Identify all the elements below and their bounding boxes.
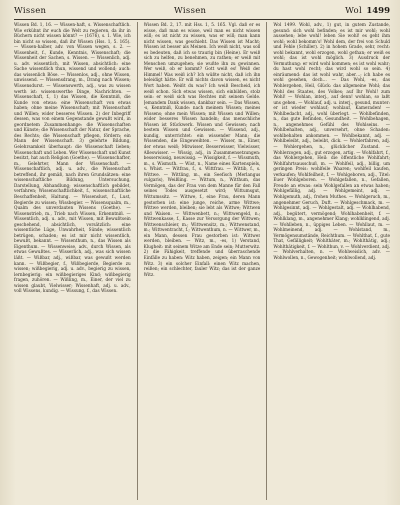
running-header <box>14 6 390 20</box>
column-middle <box>144 22 261 500</box>
column-middle-text: Wissen Bd. 2, 17. mit Hss. 1, 5. 165. Vgl. daß er es wisse, daß man es wisse, weil man es nicht wissen will; es ist nicht zu wissen, was er will; man kann nicht wissen, was geschieht. Das Wissen ist Macht; Wissen ist besser als Meinen. Ich weiß nicht, was soll es bedeuten, daß ich so traurig bin (Heine). Er weiß sich zu helfen, zu benehmen, zu rathen; er weiß mit Menschen umzugehen; sie wußte ihn zu gewinnen. Wer weiß, ob er kommt? Gott weiß es! Weiß der Himmel! Was weiß ich? Ich wüßte nicht, daß ich ihn beleidigt hätte. Er will nichts davon wissen, es nicht Wort haben. Weißt du was? Ich weiß Bescheid, ich weiß schon. Sich etwas wissen, sich einbilden, stolz sein: er weiß sich was Rechtes mit seinem Gelde. Jemandem Dank wissen, dankbar sein. — Das Wissen, -s, Kenntniß, Kunde: nach meinem Wissen; meines Wissens; ohne mein Wissen; mit Wissen und Willen; wider besseres Wissen handeln; das menschliche Wissen ist Stückwerk. Wissen und Gewissen; nach bestem Wissen und Gewissen. — Wissend, adj., kundig, unterrichtet: ein wissender Mann; die Wissenden, die Eingeweihten. — Wisser, m., Einer, der etwas weiß; Mitwisser, Besserwisser, Vielwisser, Alleswisser. — Wissig, adj., in Zusammensetzungen: besserwissig, neuwissig. — Wissigkeit, f. — Wissmuth, m., s. Wismuth. — Wist, n., Name eines Kartenspiels, s. Whist. — Witfrau, f., s. Wittfrau. — Wittib, f., s. Wittwe. — Wittling, m., ein Seefisch (Merlangus vulgaris), Weißling. — Wittum, n., Witthum, das Vermögen, das der Frau von dem Manne für den Fall seines Todes ausgesetzt wird; Wittumsgut, Wittumssitz. — Wittwe, f., eine Frau, deren Mann gestorben ist: eine junge, reiche, arme Wittwe; Wittwe werden, bleiben; sie lebt als Wittwe; Wittwen und Waisen. — Wittwenbett, n.; Wittwengeld, n.; Wittwenkasse, f., Kasse zur Versorgung der Wittwen; Wittwenschleier, m.; Wittwensitz, m.; Wittwenstand, m.; Wittwentracht, f.; Wittwenthum, n. — Wittwer, m., ein Mann, dessen Frau gestorben ist: Wittwer werden, bleiben. — Witz, m., -es, 1) Verstand, Klugheit: mit seinem Witze am Ende sein; Mutterwitz. 2) die Fähigkeit, treffende und überraschende Einfälle zu haben: Witz haben, zeigen; ein Mann von Witz. 3) ein solcher Einfall: einen Witz machen, reißen; ein schlechter, fauler Witz; das ist der ganze Witz. <box>143 22 261 277</box>
left-headword: Wissen <box>14 6 47 16</box>
center-headword: Wissen <box>174 6 207 16</box>
header-rule <box>14 19 390 20</box>
column-left-text: Wissen Bd. 1, 16. — Wissen-haft, s. Wissenschaftlich. Wie erkühnt ihr euch die Welt zu regieren, da ihr in Büchern nicht wissen könnt? — (1676), s. 1. Wie, ich bin nicht so wissen, daß ihr Wissen (Hss. 1, 5. 165). — Wissen-halber, adv. von Wissen wegen, s. 2. — Wissenheit, f., Kunde, Kenntnis, Wissenschaft; die Wissenheit der Sachen, s. Wissen. — Wissenlich, adj. u. adv. wissentlich, mit Wissen, absichtlich: eine Sache wissentlich thun, wissend und wollend; auch: das wissenlich Böse. — Wissenlos, adj., ohne Wissen, unwissend. — Wissensdrang, m., Drang nach Wissen; Wissensdurst. — Wissenswerth, adj., was zu wissen werth ist: wissenswerthe Dinge, Nachrichten. — Wissenschaft, f., 1) das Wissen, die Kenntniß, die Kunde von etwas: eine Wissenschaft von etwas haben; ohne meine Wissenschaft; mit Wissenschaft und Willen; wider besseres Wissen. 2) der Inbegriff dessen, was von einem Gegenstande gewußt wird, in geordnetem Zusammenhange: die Wissenschaften und Künste; die Wissenschaft der Natur, der Sprache, des Rechts; die Wissenschaft pflegen, fördern; ein Mann der Wissenschaft. 3) gelehrte Bildung, Gelehrsamkeit überhaupt: die Wissenschaft lieben; Wissenschaft und Leben. Wer Wissenschaft und Kunst besitzt, hat auch Religion (Goethe). — Wissenschafter, m., Gelehrter, Mann der Wissenschaft. — Wissenschaftlich, adj. u. adv., die Wissenschaft betreffend, ihr gemäß, nach ihren Grundsätzen: eine wissenschaftliche Bildung, Untersuchung, Darstellung, Abhandlung; wissenschaftlich gebildet, verfahren; Wissenschaftlichkeit, f., wissenschaftliche Beschaffenheit, Haltung. — Wissenslust, f., Lust, Begierde zu wissen; Wissbegier. — Wissensqualm, m., Qualm des unverdauten Wissens (Goethe). — Wissenstrieb, m., Trieb nach Wissen, Erkenntniß. — Wissentlich, adj. u. adv., mit Wissen, mit Bewußtsein geschehend, absichtlich, vorsätzlich: eine wissentliche Lüge, Unwahrheit, Sünde; wissentlich betrügen, schaden; es ist mir nicht wissentlich, bewußt, bekannt. — Wissenthum, n., das Wissen als Eigenthum. — Wissenweise, adv., durch Wissen, als etwas Gewußtes. — Wisserlich, adj., was sich wissen läßt. — Wißbar, adj., wißbar, was gewußt werden kann. — Wißbegier, f., Wißbegierde, Begierde zu wissen; wißbegierig, adj. u. adv., begierig zu wissen, lernbegierig: ein wißbegieriges Kind; wißbegierig fragen, zuhören. — Wißling, m., Einer, der viel zu wissen glaubt, Vielwisser; Wissenhaft, adj. u. adv., voll Wissens, kundig. — Wissung, f., das Wissen. <box>14 22 131 294</box>
column-divider <box>266 22 267 500</box>
column-left <box>14 22 131 500</box>
right-headword: Wol <box>345 6 362 16</box>
column-right <box>273 22 390 500</box>
column-right-text: Wol 1499. Wohl, adv., 1) gut, in gutem Zustande, gesund: sich wohl befinden; es ist mir wohl; wohl aussehen; lebe wohl! leben Sie wohl! es geht ihm wohl; wohl bekomm's! Wohl dem, der frei von Schuld und Fehle (Schiller). 2) in hohem Grade, sehr, recht: wohl bekannt, wohl erzogen, wohl gethan; er weiß es wohl; das ist wohl möglich. 3) Ausdruck der Vermuthung: er wird wohl kommen; es ist wohl wahr; du hast wohl recht; das wird wohl so sein. 4) einräumend: das ist wohl wahr, aber…; ich habe es wohl gesehen, doch… — Das Wohl, -es, das Wohlergehen, Heil, Glück: das allgemeine Wohl; das Wohl des Staates, des Volkes; auf Ihr Wohl! zum Wohl! — Wohlan, interj., auf denn! wohlan, so laßt uns gehen. — Wohlauf, adj. u. interj., gesund, munter: er ist wieder wohlauf; wohlauf, Kameraden! — Wohlbedacht, adj., wohl überlegt. — Wohlbefinden, n., das gute Befinden, Gesundheit. — Wohlbehagen, n., angenehmes Gefühl des Wohlseins. — Wohlbehalten, adj., unversehrt, ohne Schaden: wohlbehalten ankommen. — Wohlbekannt, adj. — Wohlbeleibt, adj., beleibt, dick. — Wohlerfahren, adj. — Wohlergehen, n., glücklicher Zustand. — Wohlerzogen, adj., gut erzogen, artig. — Wohlfahrt, f., das Wohlergehen, Heil: die öffentliche Wohlfahrt; Wohlfahrtsausschuß, m. — Wohlfeil, adj., billig, um geringen Preis: wohlfeile Waaren; wohlfeil kaufen, verkaufen; Wohlfeilheit, f. — Wohlgeboren, adj., Titel: Euer Wohlgeboren. — Wohlgefallen, n., Gefallen, Freude an etwas: sein Wohlgefallen an etwas haben; Wohlgefällig, adj. — Wohlgemeint, adj. — Wohlgemuth, adj., frohen Muthes. — Wohlgeruch, m., angenehmer Geruch, Duft. — Wohlgeschmack, m. — Wohlgesinnt, adj. — Wohlgestalt, adj. — Wohlhabend, adj., begütert, vermögend; Wohlhabenheit, f. — Wohlklang, m., angenehmer Klang; wohlklingend, adj. — Wohlleben, n., üppiges Leben. — Wohllaut, m. — Wohlmeinend, adj. — Wohlstand, m., Vermögensumstände, Reichthum. — Wohlthat, f., gute That, Gefälligkeit; Wohlthäter, m.; Wohlthätig, adj.; Wohlthätigkeit, f. — Wohlthun, v. — Wohlverdient, adj. — Wohlverhalten, n. — Wohlweislich, adv. — Wohlwollen, n., Gewogenheit; wohlwollend, adj. <box>273 22 391 260</box>
text-columns <box>14 22 390 500</box>
page-number: 1499 <box>366 6 390 16</box>
column-divider <box>137 22 138 500</box>
